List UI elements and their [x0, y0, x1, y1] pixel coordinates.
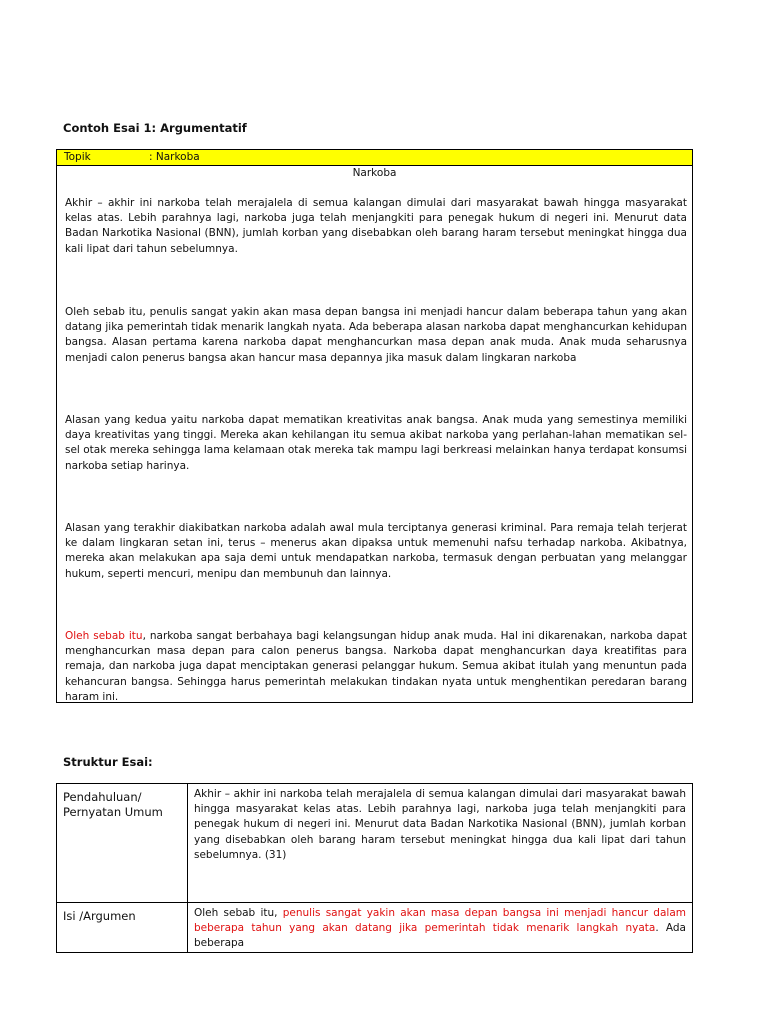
structure-row-content	[188, 903, 693, 953]
structure-row-label: Pendahuluan/ Pernyatan Umum	[57, 784, 188, 903]
essay-paragraph-2: Oleh sebab itu, penulis sangat yakin akan masa depan bangsa ini menjadi hancur dalam beberapa tahun yang akan datang jika pemerintah tidak menarik langkah nyata. Ada beberapa alasan narkoba dapat menghancurkan kehidupan bangsa. Alasan pertama karena narkoba dapat menghancurkan masa depan anak muda. Anak muda seharusnya menjadi calon penerus bangsa akan hancur masa depannya jika masuk dalam lingkaran narkoba	[65, 306, 687, 364]
topic-label: Topik	[64, 151, 91, 163]
page-heading: Contoh Esai 1: Argumentatif	[63, 121, 247, 135]
table-row	[57, 784, 693, 903]
essay-paragraph-5-emphasis: Oleh sebab itu	[65, 630, 143, 642]
essay-paragraph-1: Akhir – akhir ini narkoba telah merajalela di semua kalangan dimulai dari masyarakat bawah hingga masyarakat kelas atas. Lebih parahnya lagi, narkoba juga telah menjangkiti para penegak hukum di negeri ini. Menurut data Badan Narkotika Nasional (BNN), jumlah korban yang disebabkan oleh barang haram tersebut meningkat hingga dua kali lipat dari tahun sebelumnya.	[65, 197, 687, 255]
structure-row-content-start: Oleh sebab itu,	[194, 907, 283, 919]
topic-row	[57, 150, 692, 166]
essay-box	[56, 149, 693, 703]
essay-paragraph-5-text: , narkoba sangat berbahaya bagi kelangsungan hidup anak muda. Hal ini dikarenakan, narkoba dapat menghancurkan masa depan para calon penerus bangsa. Narkoba dapat menghancurkan daya kreatifitas para remaja, dan narkoba juga dapat menciptakan generasi pelanggar hukum. Semua akibat itulah yang menuntun pada kehancuran bangsa. Sehingga harus pemerintah melakukan tindakan nyata untuk menghentikan peredaran barang haram ini.	[65, 630, 687, 703]
structure-row-content-emphasis: penulis sangat yakin akan masa depan bangsa ini menjadi hancur dalam beberapa tahun yang akan datang jika pemerintah tidak menarik langkah nyata	[194, 907, 686, 935]
topic-value: : Narkoba	[149, 151, 200, 163]
structure-row-content-end: . Ada beberapa	[194, 922, 686, 950]
essay-paragraph-3: Alasan yang kedua yaitu narkoba dapat mematikan kreativitas anak bangsa. Anak muda yang semestinya memiliki daya kreativitas yang tinggi. Mereka akan kehilangan itu semua akibat narkoba yang perlahan-lahan mematikan sel-sel otak mereka sehingga lama kelamaan otak mereka tak mampu lagi berkreasi melainkan hanya terdapat konsumsi narkoba setiap harinya.	[65, 414, 687, 472]
essay-paragraph-4: Alasan yang terakhir diakibatkan narkoba adalah awal mula terciptanya generasi kriminal. Para remaja telah terjerat ke dalam lingkaran setan ini, terus – menerus akan dipaksa untuk memenuhi nafsu terhadap narkoba. Akibatnya, mereka akan melakukan apa saja demi untuk mendapatkan narkoba, termasuk dengan perbuatan yang melanggar hukum, seperti mencuri, menipu dan membunuh dan lainnya.	[65, 522, 687, 580]
essay-paragraph-5	[65, 629, 687, 705]
structure-row-label: Isi /Argumen	[57, 903, 188, 953]
structure-heading: Struktur Esai:	[63, 755, 153, 769]
structure-row-content: Akhir – akhir ini narkoba telah merajalela di semua kalangan dimulai dari masyarakat bawah hingga masyarakat kelas atas. Lebih parahnya lagi, narkoba juga telah menjangkiti para penegak hukum di negeri ini. Menurut data Badan Narkotika Nasional (BNN), jumlah korban yang disebabkan oleh barang haram tersebut meningkat hingga dua kali lipat dari tahun sebelumnya. (31)	[188, 784, 693, 903]
table-row	[57, 903, 693, 953]
essay-title: Narkoba	[352, 167, 397, 179]
structure-table	[56, 783, 693, 953]
